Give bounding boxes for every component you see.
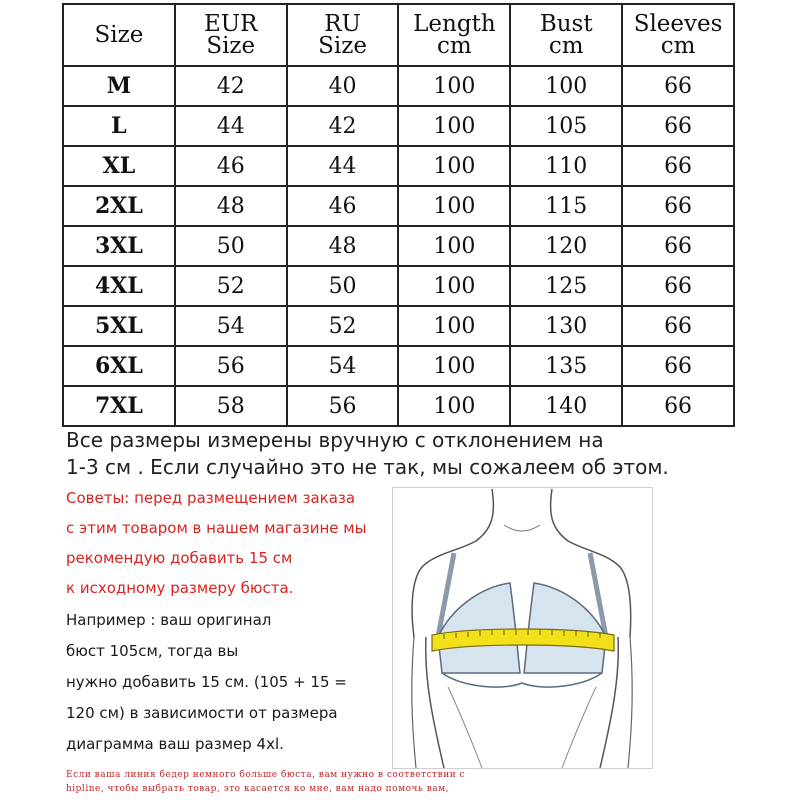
cell-bust: 120: [510, 226, 622, 266]
cell-length: 100: [398, 346, 510, 386]
cell-sleeves: 66: [622, 306, 734, 346]
header-sleeves: Sleeves cm: [622, 4, 734, 66]
table-row: [63, 66, 734, 106]
header-bust: Bust cm: [510, 4, 622, 66]
cell-bust: 105: [510, 106, 622, 146]
cell-sleeves: 66: [622, 226, 734, 266]
cell-sleeves: 66: [622, 386, 734, 426]
measurement-note-line2: 1-3 см . Если случайно это не так, мы сожалеем об этом.: [66, 455, 669, 479]
bust-measurement-drawing: [392, 487, 653, 769]
cell-bust: 135: [510, 346, 622, 386]
header-ru-size: RU Size: [287, 4, 399, 66]
cell-ru: 56: [287, 386, 399, 426]
cell-length: 100: [398, 226, 510, 266]
cell-eur: 46: [175, 146, 287, 186]
cell-length: 100: [398, 146, 510, 186]
table-row: [63, 346, 734, 386]
cell-ru: 40: [287, 66, 399, 106]
table-body: [63, 66, 734, 426]
footer-note-line2: hipline, чтобы выбрать товар, это касается ко мне, вам надо помочь вам,: [66, 784, 450, 794]
cell-size: 3XL: [63, 226, 175, 266]
cell-length: 100: [398, 66, 510, 106]
cell-ru: 46: [287, 186, 399, 226]
example-line-2: бюст 105см, тогда вы: [66, 642, 239, 660]
header-size: Size: [63, 4, 175, 66]
cell-size: 7XL: [63, 386, 175, 426]
cell-ru: 48: [287, 226, 399, 266]
table-row: [63, 266, 734, 306]
cell-sleeves: 66: [622, 266, 734, 306]
cell-length: 100: [398, 106, 510, 146]
cell-sleeves: 66: [622, 346, 734, 386]
cell-size: 6XL: [63, 346, 175, 386]
cell-size: XL: [63, 146, 175, 186]
cell-eur: 42: [175, 66, 287, 106]
cell-size: 5XL: [63, 306, 175, 346]
example-line-5: диаграмма ваш размер 4xl.: [66, 735, 284, 753]
tip-line-1: Советы: перед размещением заказа: [66, 489, 356, 507]
cell-bust: 130: [510, 306, 622, 346]
cell-sleeves: 66: [622, 106, 734, 146]
cell-bust: 115: [510, 186, 622, 226]
table-header-row: [63, 4, 734, 66]
table-row: [63, 226, 734, 266]
cell-bust: 110: [510, 146, 622, 186]
cell-length: 100: [398, 386, 510, 426]
cell-ru: 42: [287, 106, 399, 146]
cell-sleeves: 66: [622, 146, 734, 186]
table-row: [63, 186, 734, 226]
cell-eur: 58: [175, 386, 287, 426]
example-line-3: нужно добавить 15 см. (105 + 15 =: [66, 673, 347, 691]
cell-size: 2XL: [63, 186, 175, 226]
tip-line-2: с этим товаром в нашем магазине мы: [66, 519, 367, 537]
cell-eur: 52: [175, 266, 287, 306]
cell-eur: 50: [175, 226, 287, 266]
cell-size: M: [63, 66, 175, 106]
tip-line-4: к исходному размеру бюста.: [66, 579, 294, 597]
cell-sleeves: 66: [622, 186, 734, 226]
size-chart-table: [62, 3, 735, 427]
table-row: [63, 106, 734, 146]
example-line-4: 120 см) в зависимости от размера: [66, 704, 338, 722]
cell-length: 100: [398, 306, 510, 346]
cell-ru: 54: [287, 346, 399, 386]
cell-size: L: [63, 106, 175, 146]
cell-ru: 50: [287, 266, 399, 306]
table-row: [63, 146, 734, 186]
example-line-1: Например : ваш оригинал: [66, 611, 272, 629]
header-length: Length cm: [398, 4, 510, 66]
table-row: [63, 306, 734, 346]
cell-length: 100: [398, 186, 510, 226]
measurement-note-line1: Все размеры измерены вручную с отклонением на: [66, 428, 604, 452]
cell-bust: 100: [510, 66, 622, 106]
cell-sleeves: 66: [622, 66, 734, 106]
cell-eur: 56: [175, 346, 287, 386]
cell-bust: 125: [510, 266, 622, 306]
cell-length: 100: [398, 266, 510, 306]
cell-ru: 52: [287, 306, 399, 346]
header-eur-size: EUR Size: [175, 4, 287, 66]
bust-measurement-illustration: [392, 487, 653, 769]
tip-line-3: рекомендую добавить 15 см: [66, 549, 293, 567]
footer-note-line1: Если ваша линия бедер немного больше бюста, вам нужно в соответствии с: [66, 770, 466, 780]
cell-size: 4XL: [63, 266, 175, 306]
cell-bust: 140: [510, 386, 622, 426]
cell-eur: 48: [175, 186, 287, 226]
table-row: [63, 386, 734, 426]
cell-eur: 44: [175, 106, 287, 146]
cell-eur: 54: [175, 306, 287, 346]
cell-ru: 44: [287, 146, 399, 186]
